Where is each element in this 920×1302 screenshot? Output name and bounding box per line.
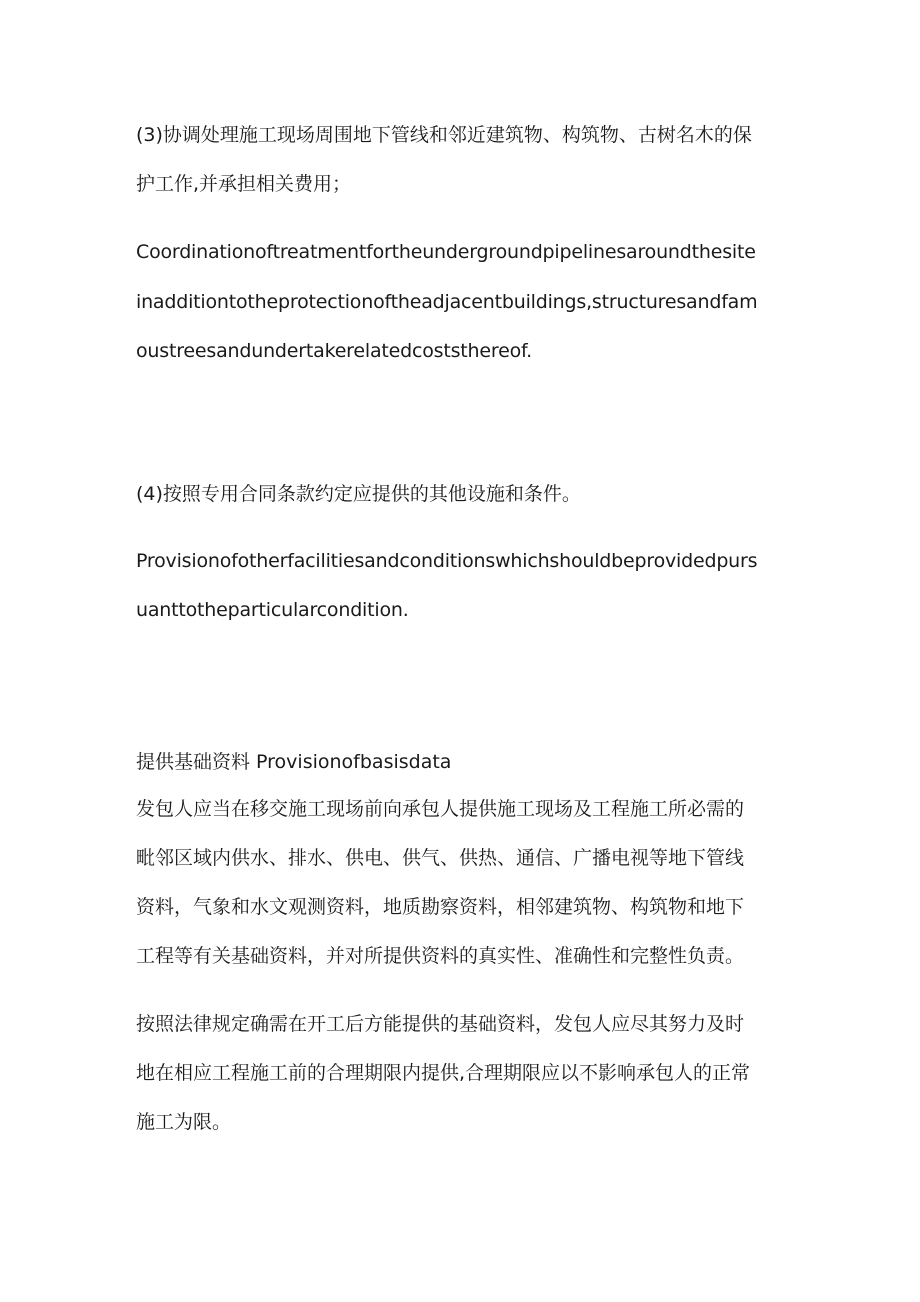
- para2-line-3: 施工为限。: [136, 1111, 232, 1133]
- item3-en-line-3: oustreesandundertakerelatedcoststhereof.: [136, 340, 532, 362]
- item3-en-line-2: inadditiontotheprotectionoftheadjacentbuildings,structuresandfam: [136, 291, 758, 313]
- para1-line-1: 发包人应当在移交施工现场前向承包人提供施工现场及工程施工所必需的: [136, 798, 745, 820]
- para2-line-2: 地在相应工程施工前的合理期限内提供,合理期限应以不影响承包人的正常: [136, 1062, 751, 1084]
- section-heading: 提供基础资料 Provisionofbasisdata: [136, 751, 452, 773]
- item4-en-line-1: Provisionofotherfacilitiesandconditionswhichshouldbeprovidedpurs: [136, 550, 758, 572]
- para1-line-2: 毗邻区域内供水、排水、供电、供气、供热、通信、广播电视等地下管线: [136, 847, 745, 869]
- para1-line-4: 工程等有关基础资料，并对所提供资料的真实性、准确性和完整性负责。: [136, 945, 745, 967]
- item4-en-line-2: uanttotheparticularcondition.: [136, 599, 409, 621]
- item4-zh-line-1: (4)按照专用合同条款约定应提供的其他设施和条件。: [136, 483, 581, 505]
- para1-line-3: 资料，气象和水文观测资料，地质勘察资料，相邻建筑物、构筑物和地下: [136, 896, 745, 918]
- item3-zh-line-2: 护工作,并承担相关费用；: [136, 173, 352, 195]
- item3-zh-line-1: (3)协调处理施工现场周围地下管线和邻近建筑物、构筑物、古树名木的保: [136, 124, 752, 146]
- para2-line-1: 按照法律规定确需在开工后方能提供的基础资料，发包人应尽其努力及时: [136, 1013, 745, 1035]
- item3-en-line-1: Coordinationoftreatmentfortheundergroundpipelinesaroundthesite: [136, 241, 756, 263]
